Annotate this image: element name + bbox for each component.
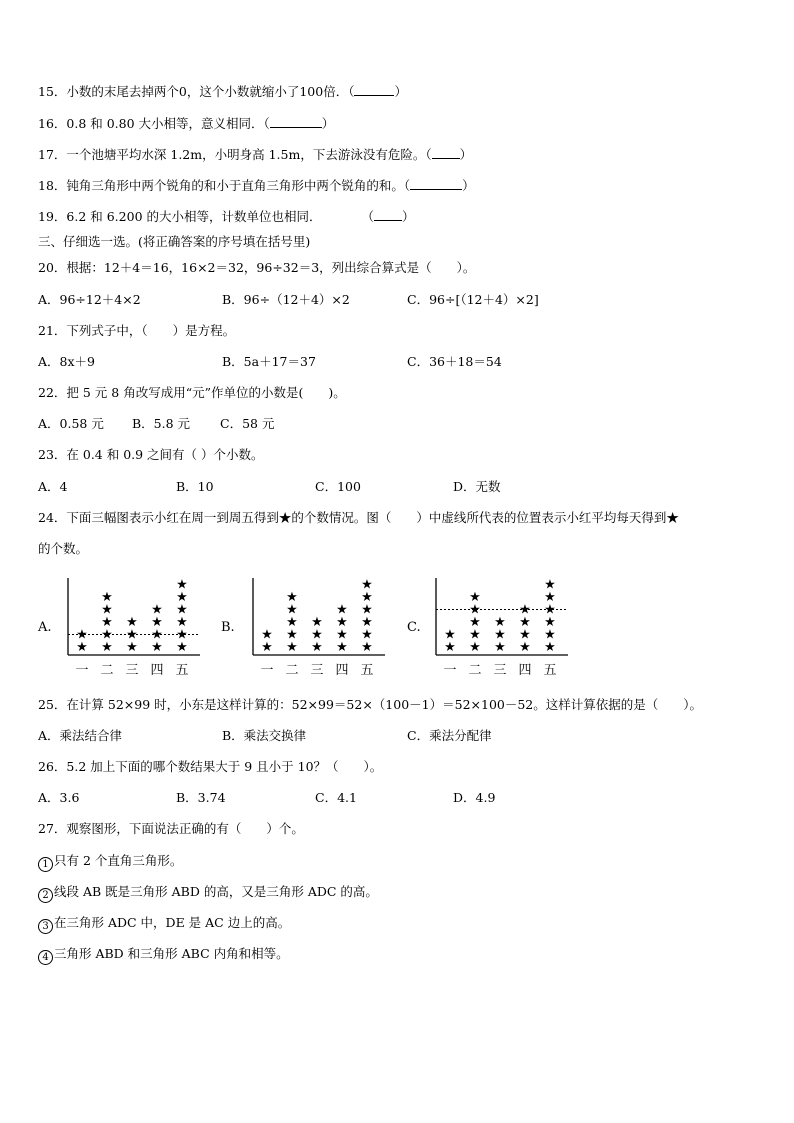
star-mark: ★	[151, 627, 163, 643]
star-mark: ★	[176, 615, 188, 630]
statement-text: 在三角形 ADC 中，DE 是 AC 边上的高。	[54, 915, 291, 930]
q27: 27．观察图形，下面说法正确的有（ ）个。	[38, 821, 304, 836]
q17-close: ）	[459, 147, 473, 162]
star-mark: ★	[494, 615, 506, 630]
star-mark: ★	[469, 627, 481, 643]
answer-blank[interactable]	[374, 208, 402, 221]
q17	[38, 146, 472, 163]
star-mark: ★	[469, 602, 481, 618]
star-mark: ★	[261, 640, 273, 655]
q18	[38, 177, 475, 194]
star-mark: ★	[336, 640, 348, 655]
statement-text: 三角形 ABD 和三角形 ABC 内角和相等。	[54, 946, 289, 961]
star-mark: ★	[544, 627, 556, 643]
star-mark: ★	[494, 627, 506, 643]
q25-option-a[interactable]: A．乘法结合律	[38, 728, 123, 743]
q19-open: （	[361, 209, 375, 224]
day-label: 二	[285, 663, 299, 678]
q23: 23．在 0.4 和 0.9 之间有（ ）个小数。	[38, 447, 264, 462]
day-label: 五	[543, 663, 557, 678]
answer-blank[interactable]	[432, 146, 460, 159]
q25-option-c[interactable]: C．乘法分配律	[407, 728, 492, 743]
q18-close: ）	[462, 178, 475, 193]
q23-option-d[interactable]: D．无数	[453, 479, 501, 494]
q17-text: 17．一个池塘平均水深 1.2m，小明身高 1.5m，下去游泳没有危险。（	[38, 147, 432, 162]
star-mark: ★	[336, 627, 348, 643]
q20-option-b[interactable]: B．96÷（12＋4）×2	[222, 292, 350, 307]
day-label: 五	[175, 663, 189, 678]
q25: 25．在计算 52×99 时，小东是这样计算的：52×99＝52×（100－1）＝52×100－52。这样计算依据的是（ ）。	[38, 697, 703, 712]
answer-blank[interactable]	[354, 83, 394, 96]
q21-option-a[interactable]: A．8x＋9	[38, 354, 95, 369]
star-mark: ★	[361, 602, 373, 618]
q22-option-c[interactable]: C．58 元	[220, 416, 275, 431]
q15	[38, 83, 407, 100]
day-label: 五	[360, 663, 374, 678]
day-label: 一	[443, 663, 457, 678]
q27-statement-2	[38, 884, 378, 903]
q22-option-b[interactable]: B．5.8 元	[132, 416, 191, 431]
q22: 22．把 5 元 8 角改写成用“元”作单位的小数是( )。	[38, 385, 346, 400]
q15-close: ）	[394, 84, 407, 99]
day-label: 二	[100, 663, 114, 678]
q21-option-b[interactable]: B．5a＋17＝37	[222, 354, 316, 369]
answer-blank[interactable]	[410, 177, 462, 190]
star-mark: ★	[176, 640, 188, 655]
star-mark: ★	[311, 627, 323, 643]
statement-text: 只有 2 个直角三角形。	[54, 853, 183, 868]
star-mark: ★	[519, 602, 531, 618]
star-chart-c	[428, 575, 578, 680]
q21: 21．下列式子中，（ ）是方程。	[38, 323, 236, 338]
star-mark: ★	[151, 602, 163, 618]
q23-option-a[interactable]: A．4	[38, 479, 68, 494]
chart-label-c[interactable]: C.	[407, 620, 421, 635]
star-mark: ★	[176, 602, 188, 618]
star-chart-b	[245, 575, 395, 680]
q26-option-b[interactable]: B．3.74	[176, 790, 226, 805]
circled-number: 3	[38, 919, 53, 934]
circled-number: 4	[38, 950, 53, 965]
star-mark: ★	[176, 590, 188, 605]
star-mark: ★	[444, 640, 456, 655]
q21-option-c[interactable]: C．36＋18＝54	[407, 354, 502, 369]
star-mark: ★	[494, 640, 506, 655]
star-mark: ★	[361, 577, 373, 593]
star-chart-a	[60, 575, 210, 680]
star-mark: ★	[101, 615, 113, 630]
q24: 24．下面三幅图表示小红在周一到周五得到★的个数情况。图（ ）中虚线所代表的位置表示小红平均每天得到★	[38, 510, 679, 525]
q20: 20．根据：12＋4＝16，16×2＝32，96÷32＝3，列出综合算式是（ ）。	[38, 260, 476, 275]
star-mark: ★	[544, 615, 556, 630]
q19	[38, 208, 415, 225]
star-mark: ★	[519, 640, 531, 655]
star-mark: ★	[286, 602, 298, 618]
star-mark: ★	[286, 590, 298, 605]
star-mark: ★	[361, 615, 373, 630]
star-mark: ★	[176, 627, 188, 643]
day-label: 三	[310, 663, 324, 678]
star-mark: ★	[101, 602, 113, 618]
star-mark: ★	[76, 640, 88, 655]
star-mark: ★	[544, 640, 556, 655]
q26-option-c[interactable]: C．4.1	[315, 790, 357, 805]
star-mark: ★	[336, 602, 348, 618]
q26-option-d[interactable]: D．4.9	[453, 790, 496, 805]
day-label: 二	[468, 663, 482, 678]
star-mark: ★	[361, 640, 373, 655]
day-label: 一	[260, 663, 274, 678]
star-mark: ★	[101, 627, 113, 643]
q16-close: ）	[321, 116, 335, 131]
star-mark: ★	[469, 615, 481, 630]
star-mark: ★	[76, 627, 88, 643]
q20-option-a[interactable]: A．96÷12＋4×2	[38, 292, 141, 307]
star-mark: ★	[126, 640, 138, 655]
star-mark: ★	[444, 627, 456, 643]
star-mark: ★	[101, 640, 113, 655]
q19-text: 19．6.2 和 6.200 的大小相等，计数单位也相同．	[38, 209, 322, 224]
q23-option-b[interactable]: B．10	[176, 479, 214, 494]
star-mark: ★	[361, 590, 373, 605]
star-mark: ★	[286, 627, 298, 643]
statement-text: 线段 AB 既是三角形 ABD 的高，又是三角形 ADC 的高。	[54, 884, 378, 899]
star-mark: ★	[101, 590, 113, 605]
circled-number: 1	[38, 857, 53, 872]
chart-label-a[interactable]: A.	[38, 620, 52, 635]
star-mark: ★	[126, 615, 138, 630]
day-label: 一	[75, 663, 89, 678]
star-mark: ★	[261, 627, 273, 643]
star-mark: ★	[519, 627, 531, 643]
star-mark: ★	[126, 627, 138, 643]
q15-text: 15．小数的末尾去掉两个0，这个小数就缩小了100倍．（	[38, 84, 355, 99]
star-mark: ★	[544, 602, 556, 618]
q22-option-a[interactable]: A．0.58 元	[38, 416, 104, 431]
q26-option-a[interactable]: A．3.6	[38, 790, 80, 805]
q25-option-b[interactable]: B．乘法交换律	[222, 728, 307, 743]
star-mark: ★	[336, 615, 348, 630]
q24-cont: 的个数。	[38, 541, 89, 556]
day-label: 四	[518, 663, 532, 678]
q19-close: ）	[402, 209, 415, 224]
q27-statement-3	[38, 915, 290, 934]
star-mark: ★	[311, 640, 323, 655]
star-mark: ★	[286, 640, 298, 655]
q27-statement-1	[38, 853, 182, 872]
q20-option-c[interactable]: C．96÷[（12＋4）×2]	[407, 292, 539, 307]
star-mark: ★	[519, 615, 531, 630]
q16	[38, 115, 334, 132]
circled-number: 2	[38, 888, 53, 903]
star-mark: ★	[176, 577, 188, 593]
q23-option-c[interactable]: C．100	[315, 479, 361, 494]
chart-label-b[interactable]: B.	[221, 620, 235, 635]
q16-text: 16．0.8 和 0.80 大小相等，意义相同．（	[38, 116, 270, 131]
star-mark: ★	[286, 615, 298, 630]
star-mark: ★	[151, 615, 163, 630]
q27-statement-4	[38, 946, 289, 965]
star-mark: ★	[544, 590, 556, 605]
q18-text: 18．钝角三角形中两个锐角的和小于直角三角形中两个锐角的和。（	[38, 178, 411, 193]
day-label: 三	[125, 663, 139, 678]
star-mark: ★	[311, 615, 323, 630]
day-label: 三	[493, 663, 507, 678]
q26: 26．5.2 加上下面的哪个数结果大于 9 且小于 10？（ ）。	[38, 759, 383, 774]
day-label: 四	[335, 663, 349, 678]
day-label: 四	[150, 663, 164, 678]
answer-blank[interactable]	[270, 115, 322, 128]
star-mark: ★	[469, 640, 481, 655]
section-heading: 三、仔细选一选。(将正确答案的序号填在括号里)	[38, 234, 311, 249]
star-mark: ★	[151, 640, 163, 655]
star-mark: ★	[361, 627, 373, 643]
star-mark: ★	[469, 590, 481, 605]
star-mark: ★	[544, 577, 556, 593]
